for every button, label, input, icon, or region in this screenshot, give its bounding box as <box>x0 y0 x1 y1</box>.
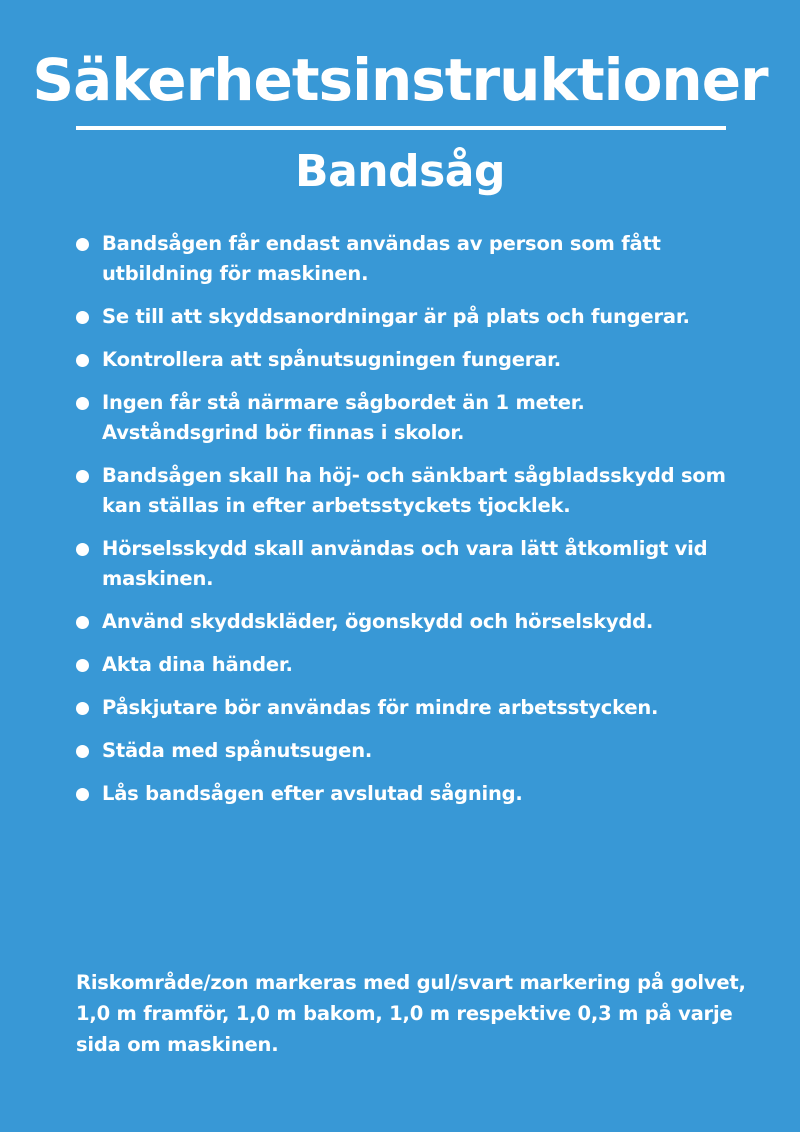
instruction-item <box>76 461 746 521</box>
bullet-icon <box>76 745 89 758</box>
bullet-icon <box>76 238 89 251</box>
instruction-item <box>76 650 746 680</box>
instruction-text: Bandsågen får endast användas av person som fått utbildning för maskinen. <box>102 232 661 285</box>
instruction-text: Påskjutare bör användas för mindre arbetsstycken. <box>102 696 659 719</box>
instruction-item <box>76 388 746 448</box>
instruction-text: Kontrollera att spånutsugningen fungerar. <box>102 348 561 371</box>
instruction-item <box>76 779 746 809</box>
sign-title: Säkerhetsinstruktioner <box>32 46 768 114</box>
bullet-icon <box>76 659 89 672</box>
instruction-text: Akta dina händer. <box>102 653 293 676</box>
instruction-text: Hörselsskydd skall användas och vara lätt åtkomligt vid maskinen. <box>102 537 708 590</box>
instruction-item <box>76 534 746 594</box>
instruction-item <box>76 607 746 637</box>
instruction-text: Bandsågen skall ha höj- och sänkbart sågbladsskydd som kan ställas in efter arbetsstyckets tjocklek. <box>102 464 726 517</box>
instruction-item <box>76 736 746 766</box>
instruction-text: Se till att skyddsanordningar är på plats och fungerar. <box>102 305 690 328</box>
instruction-list <box>76 229 746 822</box>
instruction-item <box>76 229 746 289</box>
risk-zone-note: Riskområde/zon markeras med gul/svart markering på golvet, 1,0 m framför, 1,0 m bakom, 1,0 m respektive 0,3 m på varje sida om maskinen. <box>76 971 746 1056</box>
instruction-text: Ingen får stå närmare sågbordet än 1 meter. Avståndsgrind bör finnas i skolor. <box>102 391 585 444</box>
sign-subtitle: Bandsåg <box>295 146 505 197</box>
instruction-item <box>76 302 746 332</box>
bullet-icon <box>76 397 89 410</box>
bullet-icon <box>76 354 89 367</box>
bullet-icon <box>76 470 89 483</box>
bullet-icon <box>76 543 89 556</box>
instruction-item <box>76 693 746 723</box>
bullet-icon <box>76 311 89 324</box>
instruction-item <box>76 345 746 375</box>
bullet-icon <box>76 616 89 629</box>
instruction-text: Använd skyddskläder, ögonskydd och hörselskydd. <box>102 610 654 633</box>
bullet-icon <box>76 788 89 801</box>
instruction-text: Städa med spånutsugen. <box>102 739 373 762</box>
bullet-icon <box>76 702 89 715</box>
instruction-text: Lås bandsågen efter avslutad sågning. <box>102 782 523 805</box>
title-divider <box>76 126 726 130</box>
